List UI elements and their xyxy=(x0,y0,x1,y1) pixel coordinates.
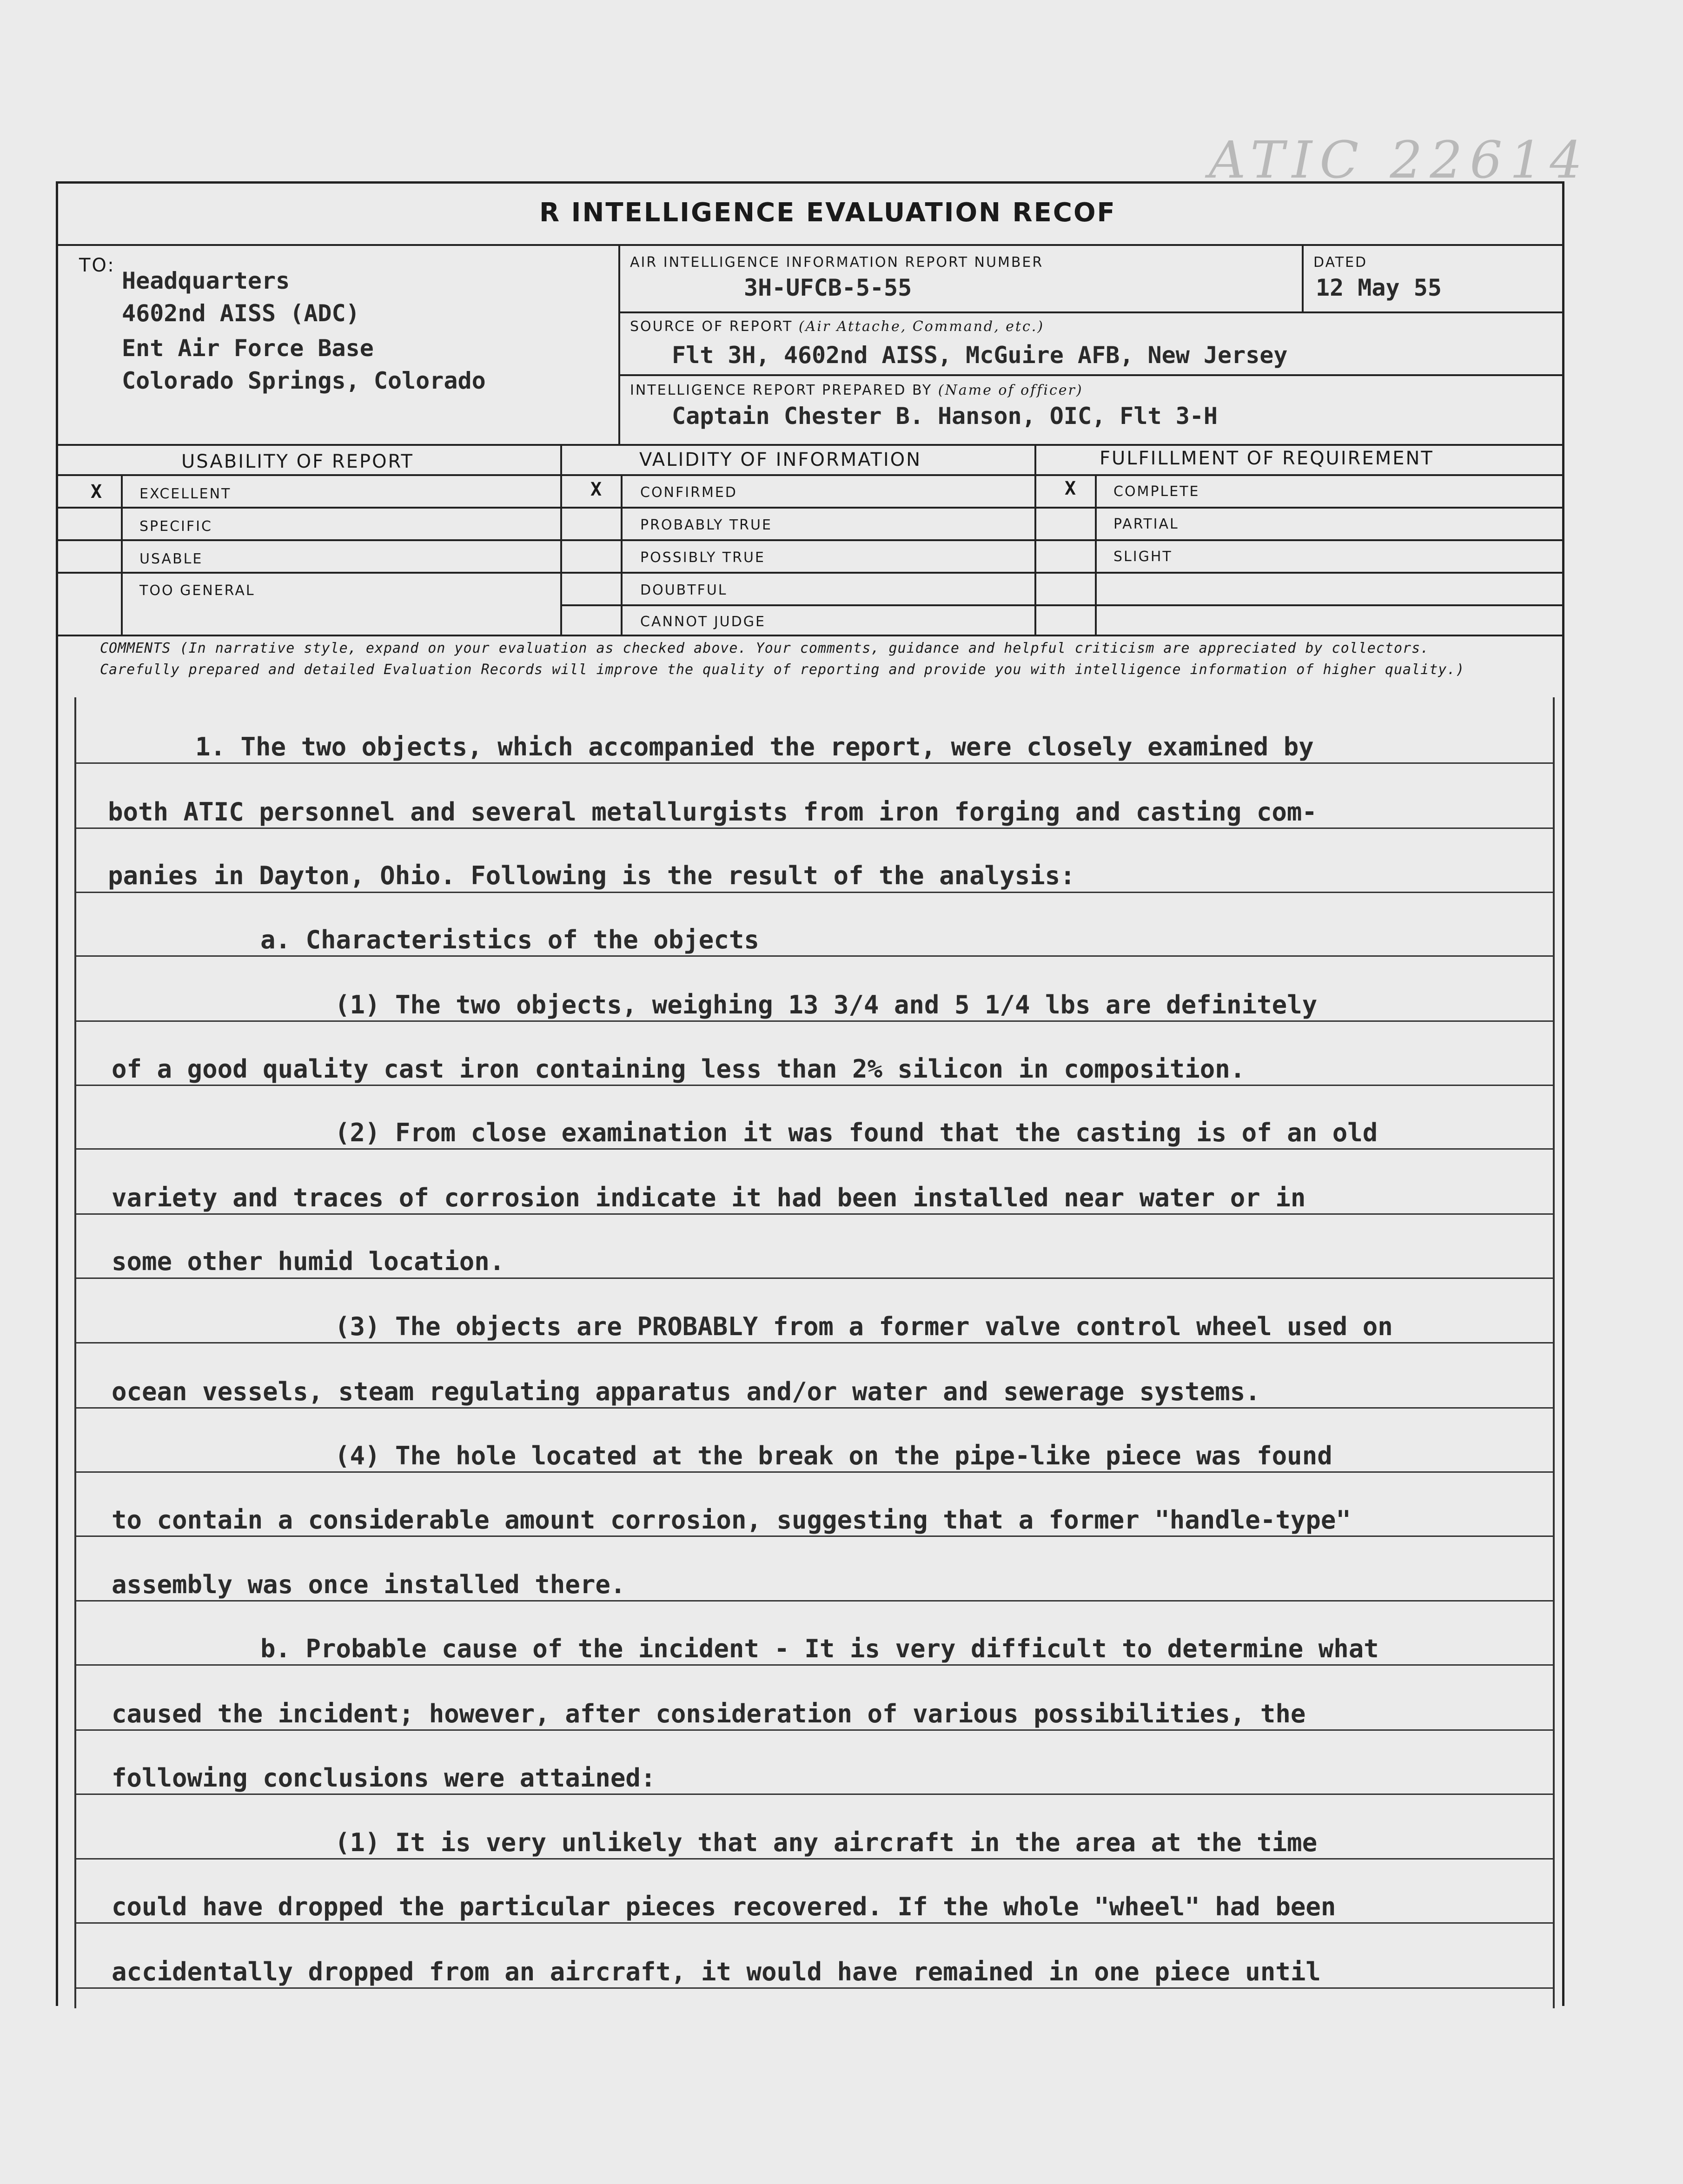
dated-value: 12 May 55 xyxy=(1316,274,1442,301)
divider xyxy=(560,604,1562,606)
to-line: Headquarters xyxy=(122,267,290,294)
report-number-value: 3H-UFCB-5-55 xyxy=(744,274,912,301)
divider xyxy=(621,474,623,635)
body-line: b. Probable cause of the incident - It is very difficult to determine what xyxy=(260,1634,1379,1663)
fulfillment-header: FULFILLMENT OF REQUIREMENT xyxy=(1100,448,1434,469)
usability-option: TOO GENERAL xyxy=(139,582,255,599)
body-line: (3) The objects are PROBABLY from a former valve control wheel used on xyxy=(335,1312,1393,1341)
ruled-line xyxy=(74,1148,1553,1150)
body-line: some other humid location. xyxy=(112,1247,505,1276)
divider xyxy=(560,444,562,635)
usability-option: EXCELLENT xyxy=(139,486,232,502)
body-line: to contain a considerable amount corrosion, suggesting that a former "handle-type" xyxy=(112,1505,1351,1535)
ruled-line xyxy=(74,1600,1553,1602)
fulfillment-option: PARTIAL xyxy=(1113,516,1179,532)
usability-option: USABLE xyxy=(139,551,203,567)
left-margin-rule xyxy=(74,697,76,2008)
right-margin-rule xyxy=(1553,697,1555,2008)
body-line: both ATIC personnel and several metallurgists from iron forging and casting com- xyxy=(108,797,1317,827)
ruled-line xyxy=(74,1471,1553,1473)
body-line: ocean vessels, steam regulating apparatus and/or water and sewerage systems. xyxy=(112,1377,1260,1406)
body-line: following conclusions were attained: xyxy=(112,1763,656,1793)
to-line: Ent Air Force Base xyxy=(122,335,374,362)
prepared-value: Captain Chester B. Hanson, OIC, Flt 3-H xyxy=(672,403,1218,430)
ruled-line xyxy=(74,1342,1553,1343)
ruled-line xyxy=(74,1922,1553,1924)
ruled-line xyxy=(74,1020,1553,1022)
validity-header: VALIDITY OF INFORMATION xyxy=(639,449,922,470)
divider xyxy=(56,444,1562,446)
source-value: Flt 3H, 4602nd AISS, McGuire AFB, New Jersey xyxy=(672,342,1288,369)
ruled-line xyxy=(74,1407,1553,1409)
ruled-line xyxy=(74,1277,1553,1279)
handwritten-atic-note: ATIC 22614 xyxy=(1209,130,1590,190)
fulfillment-option: SLIGHT xyxy=(1113,549,1173,565)
body-line: panies in Dayton, Ohio. Following is the result of the analysis: xyxy=(108,861,1075,890)
body-line: (2) From close examination it was found that the casting is of an old xyxy=(335,1118,1378,1147)
divider xyxy=(56,244,1562,246)
divider xyxy=(1034,444,1036,635)
divider xyxy=(618,244,620,444)
divider xyxy=(56,474,1562,476)
divider xyxy=(618,374,1562,376)
ruled-line xyxy=(74,1794,1553,1795)
divider xyxy=(56,572,1562,574)
form-title: R INTELLIGENCE EVALUATION RECOF xyxy=(539,198,1116,228)
to-line: Colorado Springs, Colorado xyxy=(122,367,486,394)
divider xyxy=(1302,244,1304,311)
ruled-line xyxy=(74,1729,1553,1731)
validity-mark: X xyxy=(590,479,602,500)
divider xyxy=(56,507,1562,509)
ruled-line xyxy=(74,1535,1553,1537)
ruled-line xyxy=(74,955,1553,957)
validity-option: DOUBTFUL xyxy=(640,582,728,598)
validity-option: CONFIRMED xyxy=(640,484,737,501)
prepared-label: INTELLIGENCE REPORT PREPARED BY (Name of officer) xyxy=(630,382,1083,398)
body-line: (1) The two objects, weighing 13 3/4 and 5 1/4 lbs are definitely xyxy=(335,990,1318,1019)
source-label: SOURCE OF REPORT (Air Attache, Command, etc.) xyxy=(630,318,1045,335)
body-line: of a good quality cast iron containing less than 2% silicon in composition. xyxy=(112,1054,1246,1084)
body-line: variety and traces of corrosion indicate it had been installed near water or in xyxy=(112,1183,1306,1212)
usability-option: SPECIFIC xyxy=(139,518,212,535)
report-number-label: AIR INTELLIGENCE INFORMATION REPORT NUMBER xyxy=(630,254,1044,271)
ruled-line xyxy=(74,892,1553,893)
validity-option: POSSIBLY TRUE xyxy=(640,549,765,566)
body-line: a. Characteristics of the objects xyxy=(260,925,759,954)
ruled-line xyxy=(74,1858,1553,1860)
ruled-line xyxy=(74,1987,1553,1989)
comments-instruction: COMMENTS (In narrative style, expand on your evaluation as checked above. Your comments, guidance and helpful criticism are appreciated by collectors. Carefully prepared and detailed Evaluation Records will improve the quality of reporting and provide you with intelligence information of higher quality.) xyxy=(100,640,1465,678)
body-line: could have dropped the particular pieces recovered. If the whole "wheel" had been xyxy=(112,1892,1336,1921)
divider xyxy=(121,474,123,635)
fulfillment-option: COMPLETE xyxy=(1113,483,1200,500)
divider xyxy=(618,311,1562,313)
ruled-line xyxy=(74,762,1553,764)
body-line: (4) The hole located at the break on the pipe-like piece was found xyxy=(335,1441,1332,1470)
divider xyxy=(56,539,1562,541)
body-line: (1) It is very unlikely that any aircraft in the area at the time xyxy=(335,1828,1318,1857)
ruled-line xyxy=(74,1664,1553,1666)
ruled-line xyxy=(74,1213,1553,1215)
divider xyxy=(56,635,1562,636)
body-line: accidentally dropped from an aircraft, it would have remained in one piece until xyxy=(112,1957,1321,1986)
usability-header: USABILITY OF REPORT xyxy=(181,451,414,472)
ruled-line xyxy=(74,827,1553,829)
validity-option: CANNOT JUDGE xyxy=(640,614,766,630)
usability-mark: X xyxy=(91,481,102,503)
body-line: caused the incident; however, after consideration of various possibilities, the xyxy=(112,1699,1306,1728)
divider xyxy=(1095,474,1097,635)
fulfillment-mark: X xyxy=(1065,478,1076,499)
to-line: 4602nd AISS (ADC) xyxy=(122,300,360,327)
dated-label: DATED xyxy=(1313,254,1368,271)
validity-option: PROBABLY TRUE xyxy=(640,517,772,533)
body-line: 1. The two objects, which accompanied the report, were closely examined by xyxy=(195,732,1314,761)
body-line: assembly was once installed there. xyxy=(112,1570,626,1599)
to-label: TO: xyxy=(79,255,115,276)
ruled-line xyxy=(74,1085,1553,1086)
